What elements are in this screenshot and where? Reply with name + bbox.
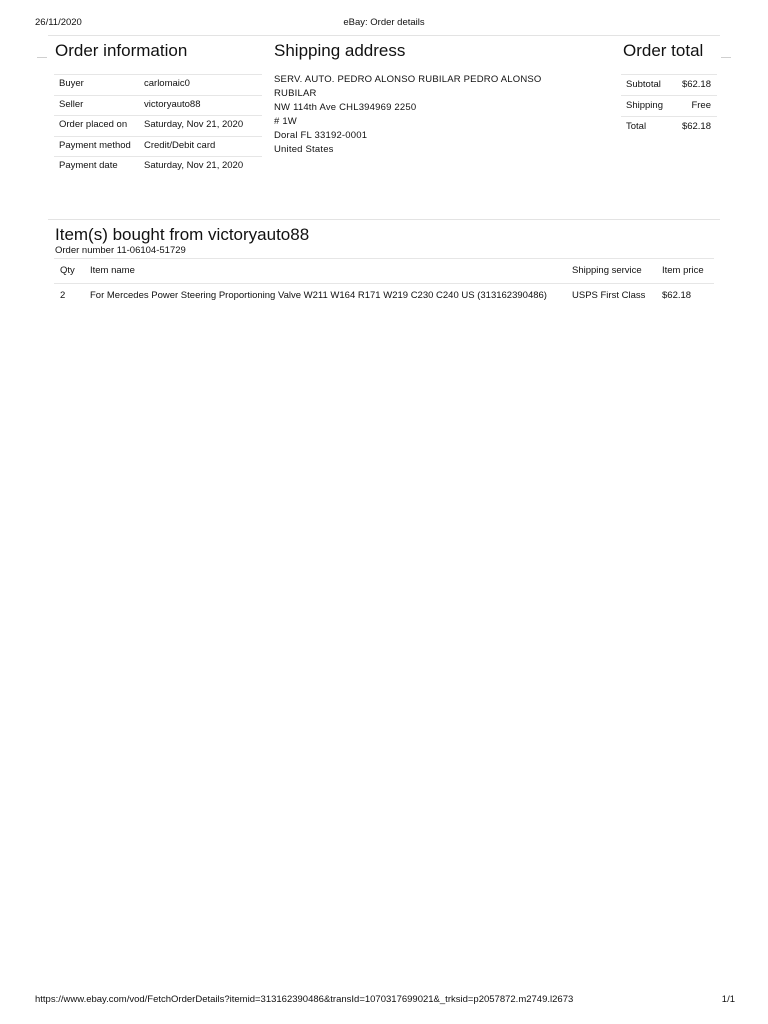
right-edge-mark	[721, 57, 731, 58]
column-header-qty: Qty	[60, 265, 75, 276]
address-line: NW 114th Ave CHL394969 2250	[274, 102, 417, 113]
total-row-total	[621, 116, 717, 137]
order-total-table	[621, 74, 717, 137]
info-row-seller	[54, 95, 262, 116]
order-information-table	[54, 74, 262, 177]
items-table	[54, 258, 714, 306]
info-value: Credit/Debit card	[144, 139, 216, 151]
column-header-item-name: Item name	[90, 265, 135, 276]
left-edge-mark	[37, 57, 47, 58]
order-total-heading: Order total	[623, 41, 704, 60]
item-qty: 2	[60, 289, 66, 301]
address-line: # 1W	[274, 116, 297, 127]
order-number: Order number 11-06104-51729	[55, 245, 186, 256]
info-value: Saturday, Nov 21, 2020	[144, 160, 244, 171]
print-url: https://www.ebay.com/vod/FetchOrderDetails?itemid=313162390486&transId=1070317699021&_trksid=p2057872.m2749.l2673	[35, 994, 574, 1005]
address-line: SERV. AUTO. PEDRO ALONSO RUBILAR PEDRO ALONSO RUBILAR	[274, 74, 542, 99]
info-row-order-placed	[54, 115, 262, 136]
item-price: $62.18	[662, 289, 692, 301]
shipping-address-block	[274, 73, 574, 157]
order-information-heading: Order information	[55, 41, 188, 60]
total-value: $62.18	[681, 79, 711, 90]
info-label: Payment date	[59, 160, 118, 171]
info-row-payment-method	[54, 136, 262, 157]
seller-link[interactable]: victoryauto88	[144, 98, 201, 110]
item-shipping-service: USPS First Class	[572, 289, 646, 301]
info-label: Order placed on	[59, 119, 128, 130]
total-label: Shipping	[626, 100, 663, 111]
address-line: United States	[274, 144, 334, 155]
page-number: 1/1	[721, 994, 735, 1005]
item-name-link[interactable]: For Mercedes Power Steering Proportioning Valve W211 W164 R171 W219 C230 C240 US (313162390486)	[90, 289, 547, 301]
info-row-buyer	[54, 74, 262, 95]
info-label: Seller	[59, 98, 84, 110]
total-label: Subtotal	[626, 79, 661, 90]
top-divider	[48, 35, 720, 36]
print-page-title: eBay: Order details	[343, 17, 425, 28]
info-value: Saturday, Nov 21, 2020	[144, 119, 244, 130]
section-divider	[48, 219, 720, 220]
table-row	[54, 283, 714, 307]
items-heading: Item(s) bought from victoryauto88	[55, 225, 310, 244]
address-line: Doral FL 33192-0001	[274, 130, 368, 141]
print-date: 26/11/2020	[35, 17, 82, 28]
shipping-address-heading: Shipping address	[274, 41, 406, 60]
column-header-item-price: Item price	[662, 265, 704, 276]
info-label: Buyer	[59, 78, 84, 89]
buyer-link[interactable]: carlomaic0	[144, 78, 190, 89]
total-row-shipping	[621, 95, 717, 116]
total-label: Total	[626, 121, 647, 132]
total-value: Free	[691, 100, 711, 111]
info-row-payment-date	[54, 156, 262, 177]
items-table-header	[54, 258, 714, 283]
info-label: Payment method	[59, 139, 131, 151]
column-header-shipping-service: Shipping service	[572, 265, 642, 276]
total-value: $62.18	[681, 121, 711, 132]
total-row-subtotal	[621, 74, 717, 95]
